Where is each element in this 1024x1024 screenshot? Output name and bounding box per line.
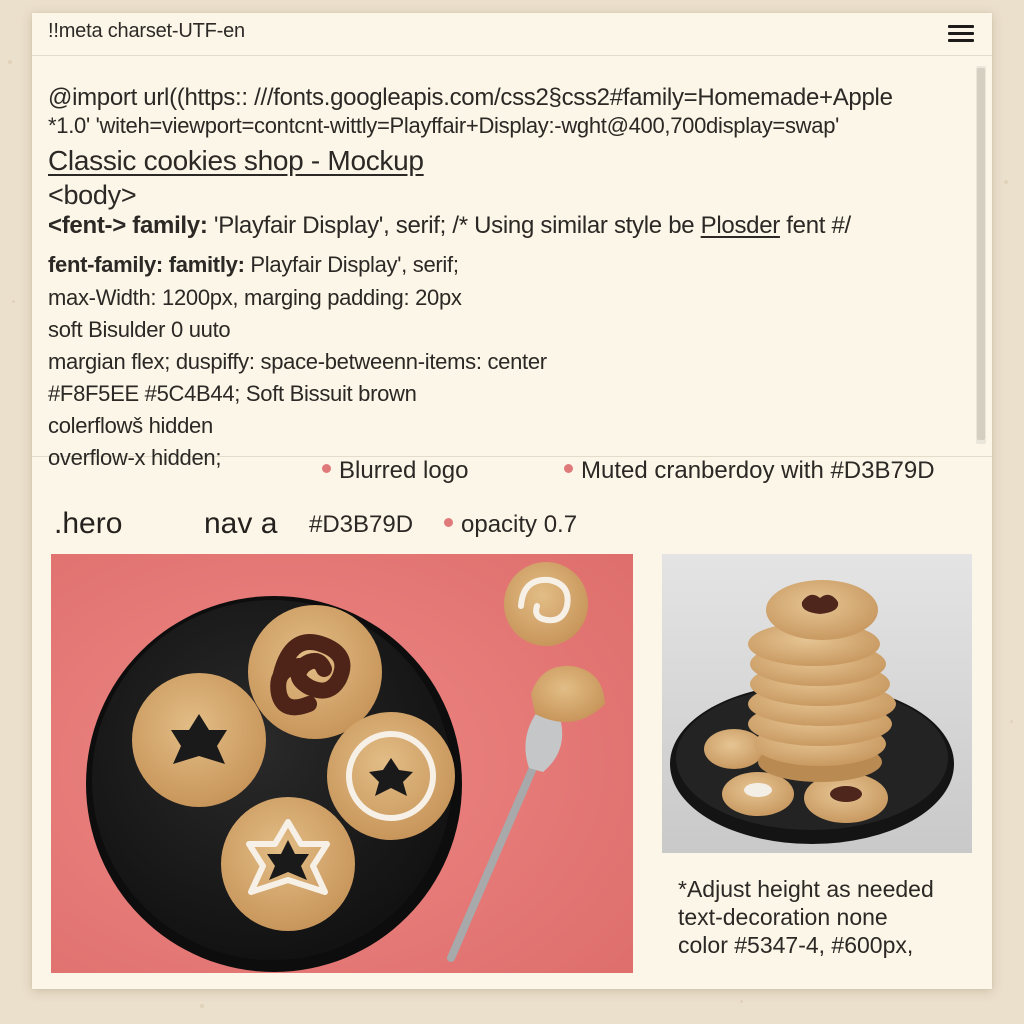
nav-label: nav a <box>204 507 278 540</box>
stacked-cookies-image <box>662 554 972 853</box>
code-line-overflow-x: overflow-x hidden; <box>48 445 222 470</box>
note-blurred-logo <box>322 457 468 485</box>
code-line-font-family-2 <box>48 252 459 278</box>
top-bar <box>32 13 992 56</box>
note-text: Muted cranberdoy with #D3B79D <box>581 457 935 484</box>
hero-cookies-image <box>51 554 633 973</box>
note-text-decoration: text-decoration none <box>678 904 888 930</box>
code-value: 'Playfair Display', serif; /* Using similar style be <box>207 212 701 239</box>
code-line-overflow: colerflowš hidden <box>48 413 213 438</box>
note-text: opacity 0.7 <box>461 511 578 538</box>
paper-texture <box>1010 720 1013 723</box>
code-line-viewport: *1.0' 'witeh=viewport=contcnt-wittly=Playffair+Display:-wght@400,700display=swap' <box>48 113 840 138</box>
code-line-colors: #F8F5EE #5C4B44; Soft Bissuit brown <box>48 381 417 406</box>
note-text: Blurred logo <box>339 457 469 484</box>
page-title-link[interactable]: Classic cookies shop - Mockup <box>48 145 424 176</box>
paper-texture <box>740 1000 743 1003</box>
bullet-dot-icon <box>444 518 453 527</box>
code-line-body: <body> <box>48 180 137 210</box>
code-line-font-family <box>48 212 851 240</box>
code-scrollbar[interactable] <box>976 66 986 444</box>
nav-opacity-note <box>444 511 577 539</box>
paper-texture <box>200 1004 204 1008</box>
hero-label: .hero <box>54 507 123 540</box>
code-line-import: @import url((https:: ///fonts.googleapis.com/css2§css2#family=Homemade+Apple <box>48 84 893 111</box>
scrollbar-thumb[interactable] <box>977 68 985 440</box>
code-link[interactable]: Plosder <box>700 212 780 239</box>
code-line-border: soft Bisulder 0 uuto <box>48 317 231 342</box>
code-line-flex: margian flex; duspiffy: space-betweenn-items: center <box>48 349 547 374</box>
code-value: Playfair Display', serif; <box>244 252 459 277</box>
paper-texture <box>1004 180 1008 184</box>
bullet-dot-icon <box>322 464 331 473</box>
note-muted-color <box>564 457 935 485</box>
code-line-max-width: max-Width: 1200px, marging padding: 20px <box>48 285 462 310</box>
paper-texture <box>8 60 12 64</box>
note-adjust-height: *Adjust height as needed <box>678 876 934 902</box>
bullet-dot-icon <box>564 464 573 473</box>
note-color: color #5347-4, #600px, <box>678 932 914 958</box>
hamburger-menu-icon[interactable] <box>948 23 974 45</box>
meta-charset-text: !!meta charset-UTF-en <box>48 20 245 42</box>
code-keyword: fent-family: famitly: <box>48 252 245 277</box>
mockup-card <box>32 13 992 989</box>
bottom-notes <box>678 875 934 959</box>
code-comment-end: fent #/ <box>779 212 851 239</box>
nav-color-value: #D3B79D <box>309 511 414 538</box>
paper-texture <box>12 300 15 303</box>
code-keyword: <fent-> family: <box>48 212 208 239</box>
code-panel <box>32 56 992 470</box>
